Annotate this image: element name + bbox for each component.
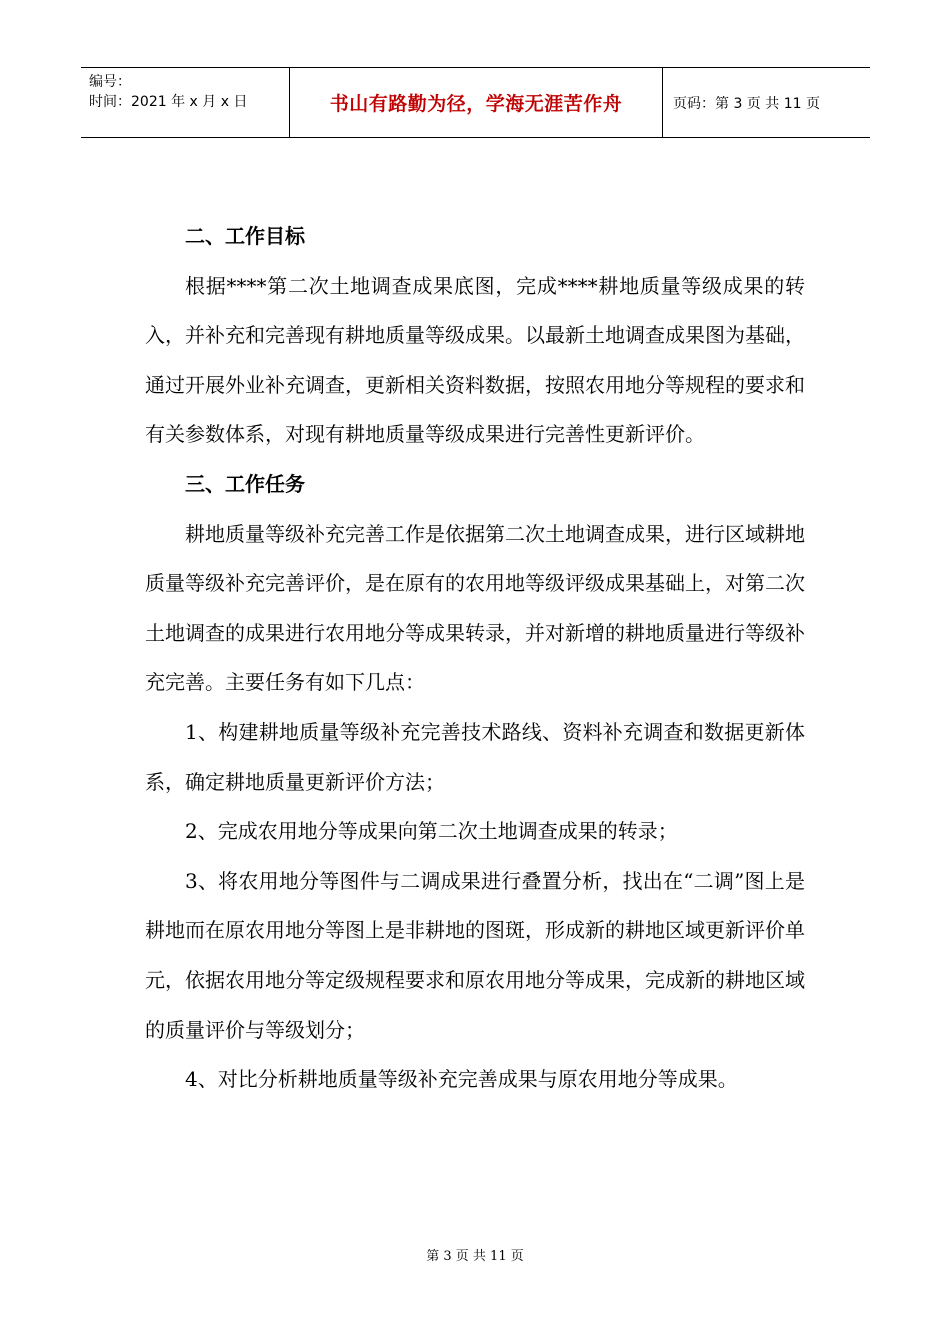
- header-page-info: 页码：第 3 页 共 11 页: [673, 95, 820, 112]
- list-item: 3、将农用地分等图件与二调成果进行叠置分析，找出在“二调”图上是耕地而在原农用地分等图上是非耕地的图斑，形成新的耕地区域更新评价单元，依据农用地分等定级规程要求和原农用地分等成果，完成新的耕地区域的质量评价与等级划分；: [145, 868, 805, 1042]
- paragraph: 耕地质量等级补充完善工作是依据第二次土地调查成果，进行区域耕地质量等级补充完善评价，是在原有的农用地等级评级成果基础上，对第二次土地调查的成果进行农用地分等成果转录，并对新增的耕地质量进行等级补充完善。主要任务有如下几点：: [145, 521, 805, 695]
- document-time-label: 时间：2021 年 x 月 x 日: [89, 94, 248, 110]
- section-heading-goals: 二、工作目标: [185, 224, 305, 248]
- list-item: 1、构建耕地质量等级补充完善技术路线、资料补充调查和数据更新体系，确定耕地质量更新评价方法；: [145, 719, 805, 794]
- list-item: 2、完成农用地分等成果向第二次土地调查成果的转录；: [185, 819, 678, 844]
- document-number-label: 编号：: [89, 74, 131, 90]
- paragraph: 根据****第二次土地调查成果底图，完成****耕地质量等级成果的转入，并补充和完善现有耕地质量等级成果。以最新土地调查成果图为基础，通过开展外业补充调查，更新相关资料数据，按照农用地分等规程的要求和有关参数体系，对现有耕地质量等级成果进行完善性更新评价。: [145, 273, 805, 447]
- page-header: [81, 67, 870, 138]
- document-body: [145, 212, 805, 1105]
- page-footer: 第 3 页 共 11 页: [426, 1249, 524, 1264]
- header-motto: 书山有路勤为径，学海无涯苦作舟: [289, 68, 663, 137]
- list-item: 4、对比分析耕地质量等级补充完善成果与原农用地分等成果。: [185, 1067, 738, 1092]
- header-meta: [81, 68, 289, 137]
- section-heading-tasks: 三、工作任务: [185, 471, 305, 496]
